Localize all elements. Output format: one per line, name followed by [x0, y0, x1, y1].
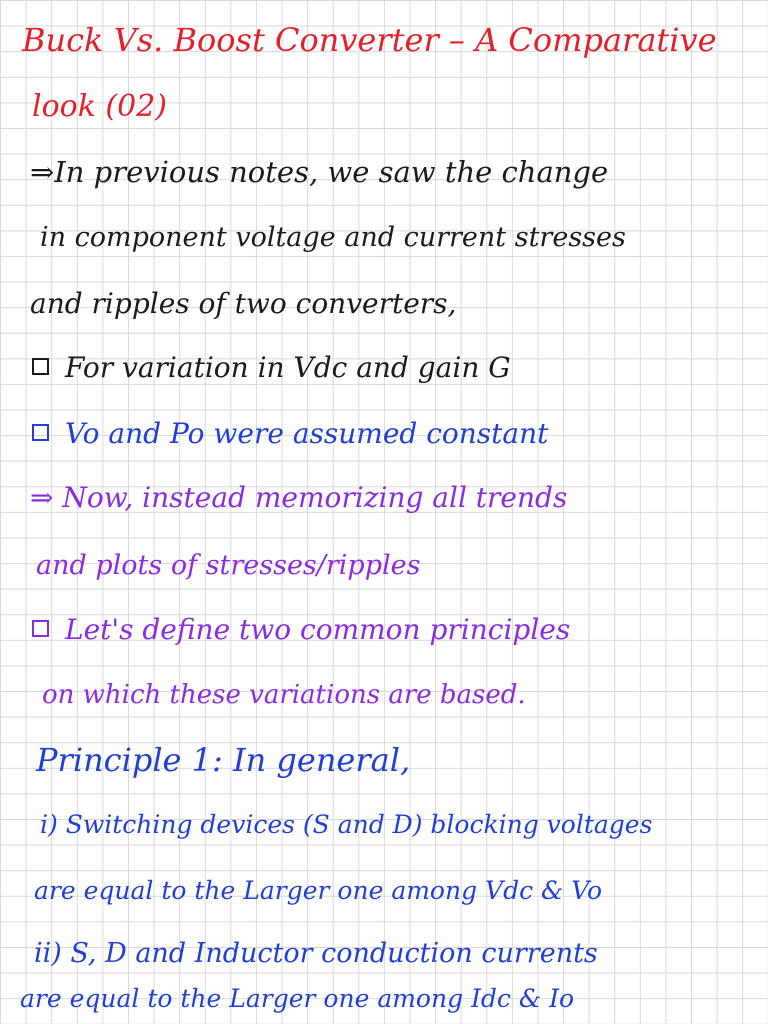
principles-intro-line-1: ⇒ Now, instead memorizing all trends	[30, 481, 568, 514]
principle-1-item-1-line-2: are equal to the Larger one among Vdc & Vo	[34, 876, 603, 905]
bullet-principles-text: Let's define two common principles	[65, 613, 571, 646]
checkbox-icon	[32, 358, 49, 375]
principle-1-item-1-line-1: i) Switching devices (S and D) blocking voltages	[40, 810, 653, 839]
checkbox-icon	[32, 424, 49, 441]
title-line-2: look (02)	[32, 89, 168, 124]
principle-1-item-2-line-1: ii) S, D and Inductor conduction currents	[34, 938, 598, 969]
checkbox-icon	[32, 620, 49, 637]
bullet-variation-text: For variation in Vdc and gain G	[65, 351, 511, 384]
principle-1-item-2-line-2: are equal to the Larger one among Idc & Io	[20, 984, 574, 1013]
bullet-principles	[32, 613, 571, 646]
title-line-1: Buck Vs. Boost Converter – A Comparative	[22, 21, 717, 59]
bullet-variation	[32, 351, 511, 384]
principles-intro-line-4: on which these variations are based.	[42, 680, 526, 710]
bullet-assumption-text: Vo and Po were assumed constant	[65, 417, 549, 450]
intro-line-2: in component voltage and current stresses	[40, 222, 626, 253]
intro-line-3: and ripples of two converters,	[30, 287, 457, 320]
principles-intro-line-2: and plots of stresses/ripples	[36, 550, 421, 581]
intro-line-1: ⇒In previous notes, we saw the change	[30, 155, 609, 189]
principle-1-heading: Principle 1: In general,	[36, 741, 411, 779]
bullet-assumption	[32, 417, 549, 450]
